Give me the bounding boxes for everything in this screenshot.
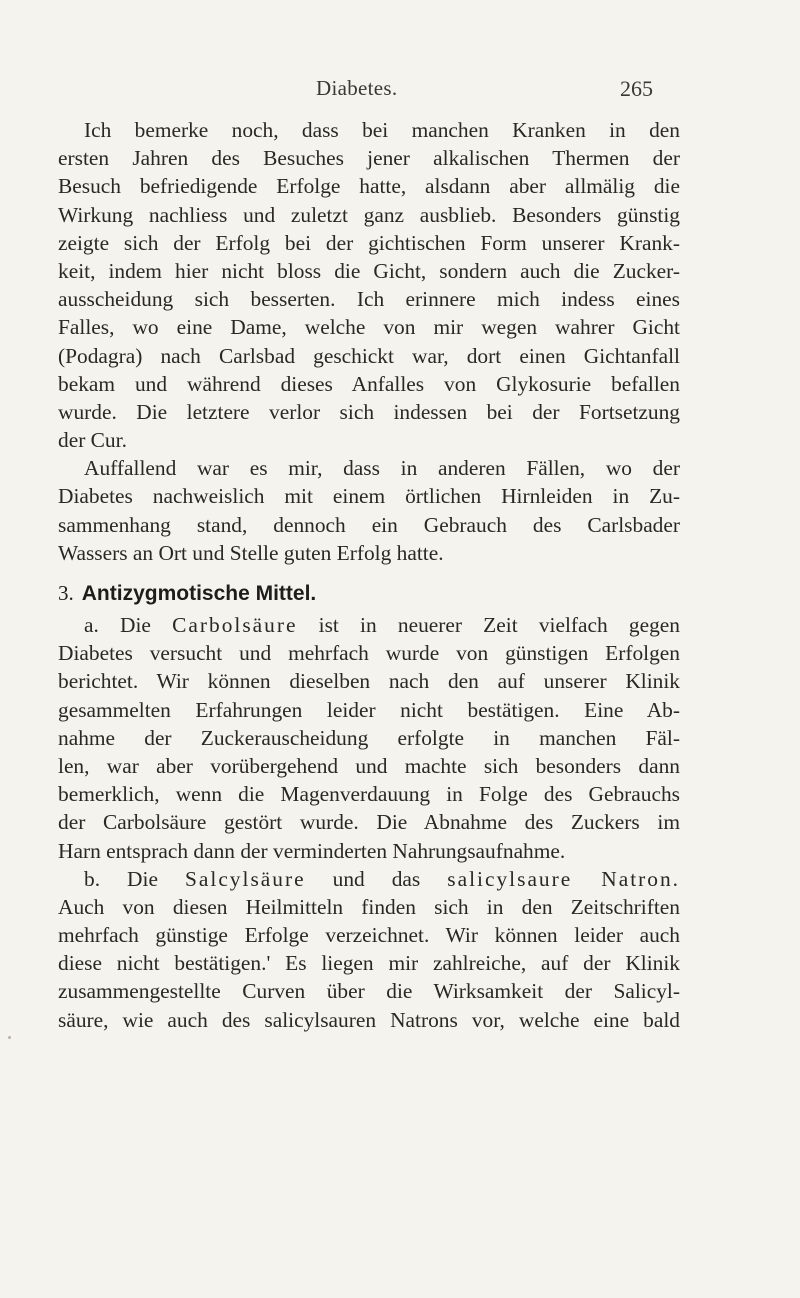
paragraph-1-line-5: zeigte sich der Erfolg bei der gichtischen Form unserer Krank- (58, 230, 680, 255)
paper-speck (8, 1036, 11, 1039)
paragraph-3-line-4: gesammelten Erfahrungen leider nicht bestätigen. Eine Ab- (58, 697, 680, 722)
paragraph-2-line-3: sammenhang stand, dennoch ein Gebrauch des Carlsbader (58, 512, 680, 537)
paragraph-3-prefix: a. Die (84, 613, 151, 637)
term-salcylsaeure: Salcylsäure (184, 866, 306, 891)
section-title: Antizygmotische Mittel. (81, 582, 317, 605)
paragraph-1-line-9: (Podagra) nach Carlsbad geschickt war, dort einen Gichtanfall (58, 343, 680, 368)
paragraph-4-prefix: b. Die (84, 866, 158, 891)
paragraph-4-line-6: säure, wie auch des salicylsauren Natrons vor, welche eine bald (58, 1007, 680, 1032)
paragraph-2-line-1: Auffallend war es mir, dass in anderen Fällen, wo der (84, 456, 680, 481)
paragraph-2-line-2: Diabetes nachweislich mit einem örtlichen Hirnleiden in Zu- (58, 484, 680, 509)
section-number: 3. (58, 581, 74, 605)
paragraph-4-line-3: mehrfach günstige Erfolge verzeichnet. Wir können leider auch (58, 923, 680, 948)
paragraph-3-line-6: len, war aber vorübergehend und machte sich besonders dann (58, 753, 680, 778)
term-carbolsaeure: Carbolsäure (172, 613, 298, 637)
paragraph-1-line-4: Wirkung nachliess und zuletzt ganz ausblieb. Besonders günstig (58, 202, 680, 227)
paragraph-1-line-1: Ich bemerke noch, dass bei manchen Kranken in den (84, 118, 680, 142)
paragraph-3-line-9: Harn entsprach dann der verminderten Nahrungsaufnahme. (58, 838, 566, 863)
paragraph-4-line-4: diese nicht bestätigen.' Es liegen mir zahlreiche, auf der Klinik (58, 951, 680, 976)
paragraph-1-line-8: Falles, wo eine Dame, welche von mir wegen wahrer Gicht (58, 315, 680, 340)
paragraph-3-line-5: nahme der Zuckerauscheidung erfolgte in manchen Fäl- (58, 725, 680, 750)
paragraph-1-line-12: der Cur. (58, 428, 127, 453)
paragraph-3-line-1-suffix: ist in neuerer Zeit vielfach gegen (318, 613, 680, 637)
running-head (0, 76, 800, 106)
paragraph-4-line-1 (58, 865, 680, 893)
paragraph-3-line-2: Diabetes versucht und mehrfach wurde von günstigen Erfolgen (58, 641, 680, 666)
paragraph-4-mid: und das (332, 866, 421, 891)
body-text (58, 116, 680, 1034)
paragraph-3-line-8: der Carbolsäure gestört wurde. Die Abnahme des Zuckers im (58, 810, 680, 835)
paragraph-1-line-3: Besuch befriedigende Erfolge hatte, alsdann aber allmälig die (58, 174, 680, 199)
paragraph-4-line-5: zusammengestellte Curven über die Wirksamkeit der Salicyl- (58, 979, 680, 1004)
paragraph-3-line-1 (58, 611, 680, 639)
paragraph-1-line-10: bekam und während dieses Anfalles von Glykosurie befallen (58, 371, 680, 396)
paragraph-4-line-2: Auch von diesen Heilmitteln finden sich in den Zeitschriften (58, 894, 680, 919)
section-heading (58, 579, 680, 607)
paragraph-3-line-7: bemerklich, wenn die Magenverdauung in Folge des Gebrauchs (58, 782, 680, 807)
paragraph-1-line-11: wurde. Die letztere verlor sich indessen bei der Fortsetzung (58, 399, 680, 424)
paragraph-1-line-7: ausscheidung sich besserten. Ich erinnere mich indess eines (58, 287, 680, 312)
paragraph-1-line-6: keit, indem hier nicht bloss die Gicht, sondern auch die Zucker- (58, 258, 680, 283)
paragraph-3-line-3: berichtet. Wir können dieselben nach den auf unserer Klinik (58, 669, 680, 694)
page-number: 265 (620, 76, 653, 101)
paragraph-1-line-2: ersten Jahren des Besuches jener alkalischen Thermen der (58, 146, 680, 171)
term-salicylsaure-natron: salicylsaure Natron. (447, 866, 681, 891)
paragraph-2-line-4: Wassers an Ort und Stelle guten Erfolg hatte. (58, 540, 444, 565)
running-title: Diabetes. (316, 76, 398, 100)
